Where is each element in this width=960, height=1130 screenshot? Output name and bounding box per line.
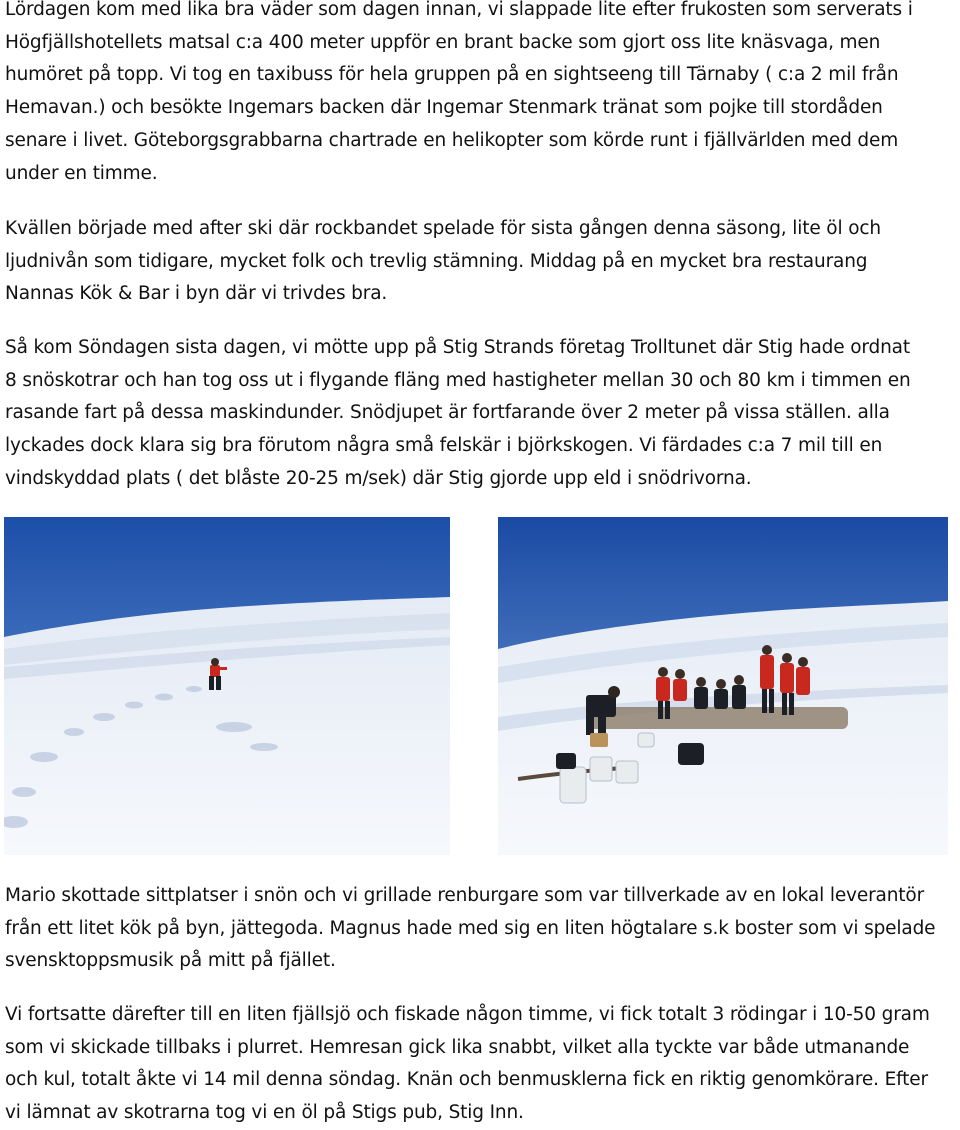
photo-snow-slope <box>4 517 450 855</box>
paragraph-saturday: Lördagen kom med lika bra väder som dagen innan, vi slappade lite efter frukosten som serverats i Högfjällshotellets matsal c:a 400 meter uppför en brant backe som gjort oss lite knäsvaga, men humöret på topp. Vi tog en taxibuss för hela gruppen på en sightseeng till Tärnaby ( c:a 2 mil från Hemavan.) och besökte Ingemars backen där Ingemar Stenmark tränat som pojke till stordåden senare i livet. Göteborgsgrabbarna chartrade en helikopter som körde runt i fjällvärlden med dem under en timme. <box>5 0 913 184</box>
paragraph-evening: Kvällen började med after ski där rockbandet spelade för sista gången denna säsong, lite öl och ljudnivån som tidigare, mycket folk och trevlig stämning. Middag på en mycket bra restaurang Nannas Kök & Bar i byn där vi trivdes bra. <box>5 218 881 305</box>
paragraph-sunday: Så kom Söndagen sista dagen, vi mötte upp på Stig Strands företag Trolltunet där Stig hade ordnat 8 snöskotrar och han tog oss ut i flygande fläng med hastigheter mellan 30 och 80 km i timmen en rasande fart på dessa maskindunder. Snödjupet är fortfarande över 2 meter på vissa ställen. alla lyckades dock klara sig bra förutom några små felskär i björkskogen. Vi färdades c:a 7 mil till en vindskyddad plats ( det blåste 20-25 m/sek) där Stig gjorde upp eld i snödrivorna. <box>5 337 911 489</box>
paragraph-fishing-return: Vi fortsatte därefter till en liten fjällsjö och fiskade någon timme, vi fick totalt 3 rödingar i 10-50 gram som vi skickade tillbaks i plurret. Hemresan gick lika snabbt, vilket alla tyckte var både utmanande och kul, totalt åkte vi 14 mil denna söndag. Knän och benmusklerna fick en riktig genomkörare. Efter vi lämnat av skotrarna tog vi en öl på Stigs pub, Stig Inn. <box>5 1004 930 1124</box>
paragraph-reindeer-burgers: Mario skottade sittplatser i snön och vi grillade renburgare som var tillverkade av en lokal leverantör från ett litet kök på byn, jättegoda. Magnus hade med sig en liten högtalare s.k boster som vi spelade svensktoppsmusik på mitt på fjället. <box>5 885 936 972</box>
photo-group-in-snow <box>498 517 948 855</box>
